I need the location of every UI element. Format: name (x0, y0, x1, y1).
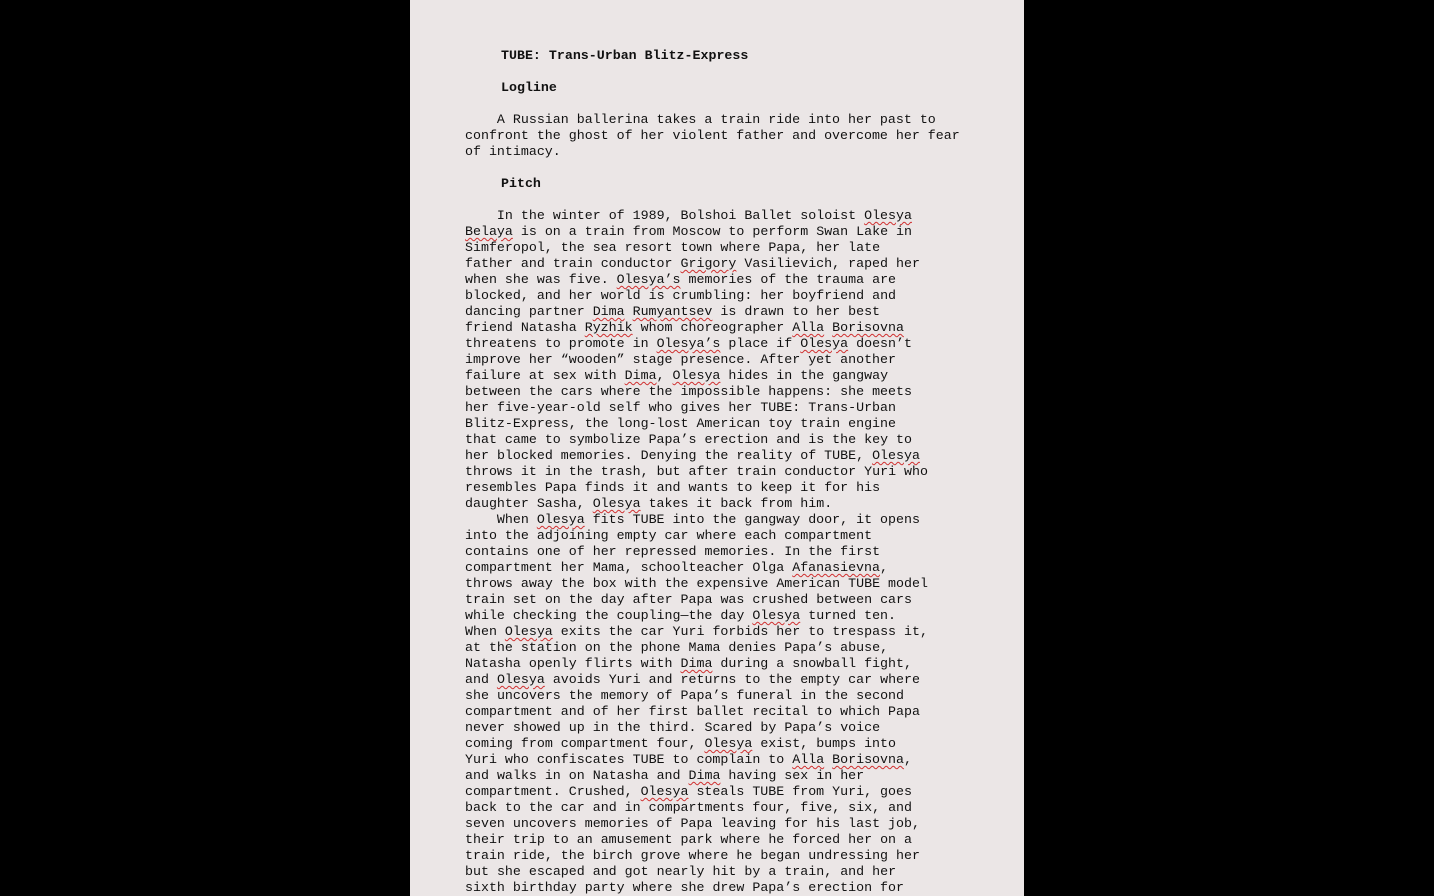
pitch-line: compartment and of her first ballet recital to which Papa (465, 704, 920, 719)
pitch-line: throws it in the trash, but after train conductor Yuri who (465, 464, 928, 479)
misspelled-word[interactable]: Grigory (680, 256, 737, 271)
misspelled-word[interactable]: Olesya (864, 208, 912, 223)
pitch-heading: Pitch (501, 176, 541, 191)
misspelled-word[interactable]: Dima (680, 656, 713, 671)
pitch-line: When Olesya exits the car Yuri forbids her to trespass it, (465, 624, 928, 639)
pitch-line: daughter Sasha, Olesya takes it back from him. (465, 496, 833, 511)
misspelled-word[interactable]: Olesya (872, 448, 920, 463)
pitch-line: Belaya is on a train from Moscow to perform Swan Lake in (465, 224, 912, 239)
pitch-line: Natasha openly flirts with Dima during a snowball fight, (465, 656, 912, 671)
pitch-line: that came to symbolize Papa’s erection and is the key to (465, 432, 913, 447)
pitch-line: compartment. Crushed, Olesya steals TUBE from Yuri, goes (465, 784, 912, 799)
pitch-line: Yuri who confiscates TUBE to complain to Alla Borisovna, (465, 752, 912, 767)
pitch-line: train set on the day after Papa was crushed between cars (465, 592, 912, 607)
pitch-line: but she escaped and got nearly hit by a train, and her (465, 864, 897, 879)
pitch-line: contains one of her repressed memories. In the first (465, 544, 881, 559)
misspelled-word[interactable]: Olesya (800, 336, 849, 351)
misspelled-word[interactable]: Olesya (504, 624, 553, 639)
pitch-line: compartment her Mama, schoolteacher Olga Afanasievna, (465, 560, 888, 575)
misspelled-word[interactable]: Afanasievna (792, 560, 880, 575)
misspelled-word[interactable]: Olesya’s (616, 272, 681, 287)
pitch-line: improve her “wooden” stage presence. After yet another (465, 352, 896, 367)
pitch-line: seven uncovers memories of Papa leaving for his last job, (465, 816, 920, 831)
pitch-line: failure at sex with Dima, Olesya hides in the gangway (465, 368, 889, 383)
misspelled-word[interactable]: Alla (792, 320, 825, 335)
pitch-line: their trip to an amusement park where he forced her on a (465, 832, 913, 847)
pitch-line: into the adjoining empty car where each compartment (465, 528, 873, 543)
misspelled-word[interactable]: Dima (624, 368, 657, 383)
misspelled-word[interactable]: Dima (592, 304, 625, 319)
misspelled-word[interactable]: Olesya (672, 368, 721, 383)
misspelled-word[interactable]: Olesya (496, 672, 545, 687)
misspelled-word[interactable]: Borisovna (832, 320, 904, 335)
pitch-line: she uncovers the memory of Papa’s funeral in the second (465, 688, 905, 703)
pitch-line: resembles Papa finds it and wants to keep it for his (465, 480, 881, 495)
pitch-line: between the cars where the impossible happens: she meets (465, 384, 912, 399)
misspelled-word[interactable]: Olesya (640, 784, 689, 799)
logline-text: A Russian ballerina takes a train ride into her past to confront the ghost of her violent father and overcome her fear of intimacy. (465, 112, 968, 159)
pitch-line: and walks in on Natasha and Dima having sex in her (465, 768, 865, 783)
pitch-line: and Olesya avoids Yuri and returns to the empty car where (465, 672, 920, 687)
pitch-line: coming from compartment four, Olesya exist, bumps into (465, 736, 896, 751)
pitch-line: Simferopol, the sea resort town where Papa, her late (465, 240, 881, 255)
misspelled-word[interactable]: Olesya (752, 608, 801, 623)
pitch-line: When Olesya fits TUBE into the gangway door, it opens (496, 512, 920, 527)
pitch-line: In the winter of 1989, Bolshoi Ballet soloist Olesya (496, 208, 912, 223)
pitch-line: threatens to promote in Olesya’s place if Olesya doesn’t (465, 336, 912, 351)
logline-heading: Logline (501, 80, 557, 95)
misspelled-word[interactable]: Olesya’s (656, 336, 721, 351)
pitch-line: her blocked memories. Denying the reality of TUBE, Olesya (465, 448, 920, 463)
document-page[interactable] (410, 0, 1024, 896)
pitch-line: father and train conductor Grigory Vasilievich, raped her (465, 256, 920, 271)
pitch-line: dancing partner Dima Rumyantsev is drawn to her best (465, 304, 881, 319)
pitch-line: at the station on the phone Mama denies Papa’s abuse, (465, 640, 889, 655)
misspelled-word[interactable]: Ryzhik (584, 320, 633, 335)
misspelled-word[interactable]: Olesya (704, 736, 753, 751)
misspelled-word[interactable]: Olesya (592, 496, 641, 511)
pitch-line: Blitz-Express, the long-lost American toy train engine (465, 416, 896, 431)
pitch-body (465, 208, 965, 896)
document-body[interactable] (465, 48, 968, 896)
document-title: TUBE: Trans-Urban Blitz-Express (501, 48, 749, 63)
pitch-line: sixth birthday party where she drew Papa’s erection for (465, 880, 904, 895)
misspelled-word[interactable]: Belaya (465, 224, 513, 239)
misspelled-word[interactable]: Olesya (536, 512, 585, 527)
misspelled-word[interactable]: Alla (792, 752, 825, 767)
pitch-line: friend Natasha Ryzhik whom choreographer Alla Borisovna (465, 320, 904, 335)
pitch-line: never showed up in the third. Scared by Papa’s voice (465, 720, 881, 735)
pitch-line: blocked, and her world is crumbling: her boyfriend and (465, 288, 897, 303)
pitch-line: throws away the box with the expensive American TUBE model (465, 576, 928, 591)
pitch-line: when she was five. Olesya’s memories of the trauma are (465, 272, 897, 287)
pitch-line: while checking the coupling—the day Olesya turned ten. (465, 608, 897, 623)
pitch-line: her five-year-old self who gives her TUBE: Trans-Urban (465, 400, 896, 415)
pitch-line: train ride, the birch grove where he began undressing her (465, 848, 920, 863)
pitch-line: back to the car and in compartments four, five, six, and (465, 800, 913, 815)
misspelled-word[interactable]: Dima (688, 768, 721, 783)
misspelled-word[interactable]: Borisovna (832, 752, 904, 767)
misspelled-word[interactable]: Rumyantsev (632, 304, 713, 319)
